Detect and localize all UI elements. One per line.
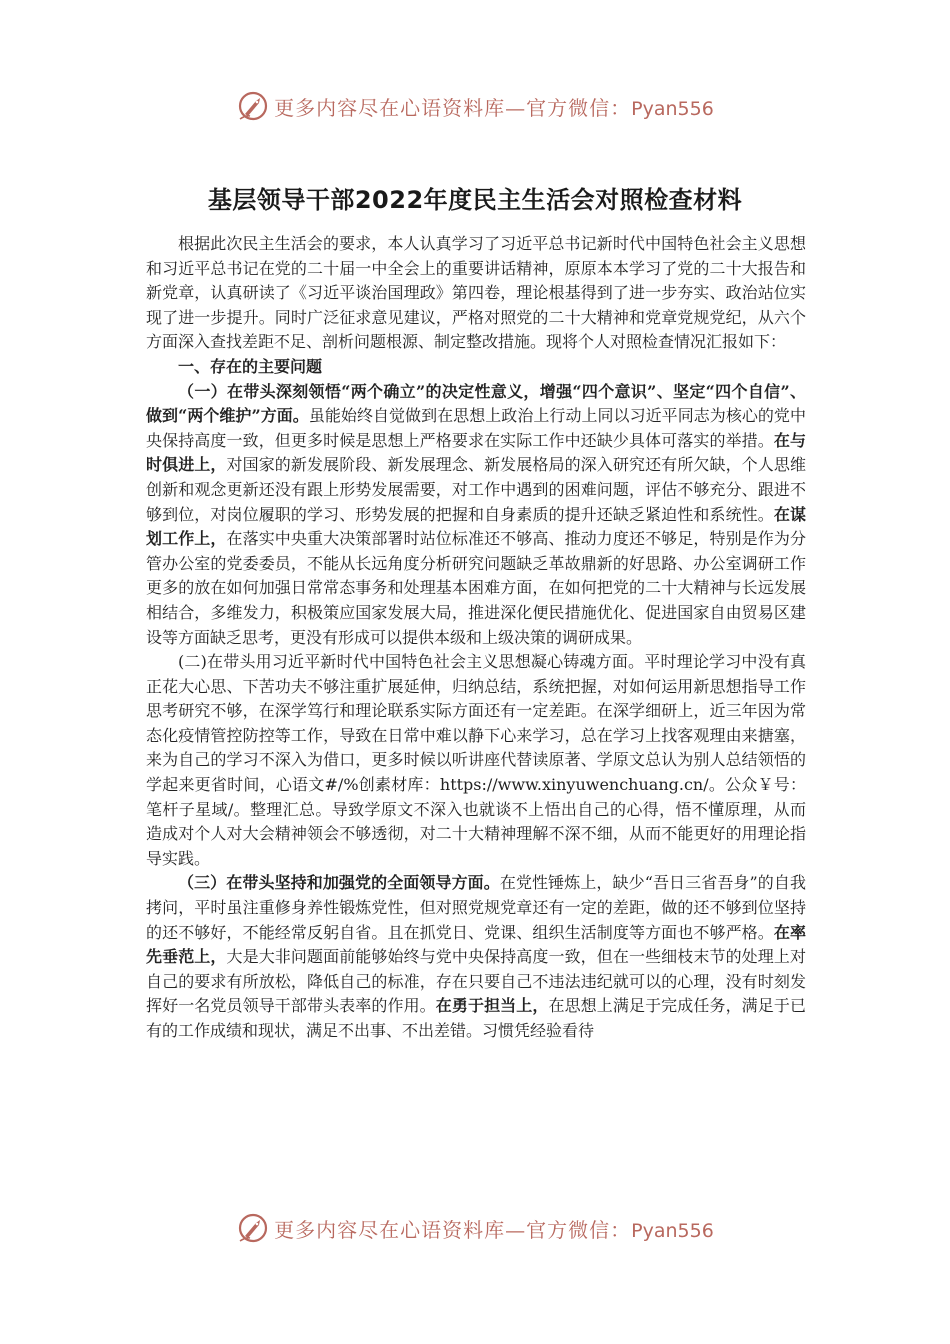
- paragraph-1: （一）在带头深刻领悟“两个确立”的决定性意义，增强“四个意识”、坚定“四个自信”、做到“两个维护”方面。虽能始终自觉做到在思想上政治上行动上同以习近平同志为核心的党中央保持高度一致，但更多时候是思想上严格要求在实际工作中还缺少具体可落实的举措。在与时俱进上，对国家的新发展阶段、新发展理念、新发展格局的深入研究还有所欠缺，个人思维创新和观念更新还没有跟上形势发展需要，对工作中遇到的困难问题，评估不够充分、跟进不够到位，对岗位履职的学习、形势发展的把握和自身素质的提升还缺乏紧迫性和系统性。在谋划工作上，在落实中央重大决策部署时站位标准还不够高、推动力度还不够足，特别是作为分管办公室的党委委员，不能从长远角度分析研究问题缺乏革故鼎新的好思路、办公室调研工作更多的放在如何加强日常常态事务和处理基本困难方面，在如何把党的二十大精神与长远发展相结合，多维发力，积极策应国家发展大局，推进深化便民措施优化、促进国家自由贸易区建设等方面缺乏思考，更没有形成可以提供本级和上级决策的调研成果。: [146, 381, 806, 647]
- pen-tip-logo-icon: [236, 89, 270, 123]
- pen-tip-logo-icon: [236, 1211, 270, 1245]
- paragraph-2: (二)在带头用习近平新时代中国特色社会主义思想凝心铸魂方面。平时理论学习中没有真正花大心思、下苦功夫不够注重扩展延伸，归纳总结，系统把握，对如何运用新思想指导工作思考研究不够，在深学笃行和理论联系实际方面还有一定差距。在深学细研上，近三年因为常态化疫情管控防控等工作，导致在日常中难以静下心来学习，总在学习上找客观理由来搪塞，来为自己的学习不深入为借口，更多时候以听讲座代替读原著、学原文总认为别人总结领悟的学起来更省时间，心语文#/%创素材库：https://www.xinyuwenchuang.cn/。公众￥号：笔杆子星域/。整理汇总。导致学原文不深入也就谈不上悟出自己的心得，悟不懂原理，从而造成对个人对大会精神领会不够透彻，对二十大精神理解不深不细，从而不能更好的用理论指导实践。: [146, 652, 806, 868]
- section-heading: 一、存在的主要问题: [178, 356, 323, 376]
- wechat-id: Pyan556: [631, 97, 714, 120]
- wechat-id: Pyan556: [631, 1219, 714, 1242]
- banner-text: 更多内容尽在心语资料库—官方微信：Pyan556: [274, 95, 714, 120]
- footer-banner: [0, 1208, 950, 1248]
- paragraph-1-lead: （一）在带头深刻领悟“两个确立”的决定性意义，增强“四个意识”、坚定“四个自信”、做到“两个维护”方面。: [146, 381, 806, 426]
- document-body: [146, 232, 806, 1044]
- banner-text: 更多内容尽在心语资料库—官方微信：Pyan556: [274, 1217, 714, 1242]
- header-banner: [0, 86, 950, 126]
- paragraph-3: （三）在带头坚持和加强党的全面领导方面。在党性锤炼上，缺少“吾日三省吾身”的自我拷问，平时虽注重修身养性锻炼党性，但对照党规党章还有一定的差距，做的还不够到位坚持的还不够好，不能经常反躬自省。且在抓党日、党课、组织生活制度等方面也不够严格。在率先垂范上，大是大非问题面前能够始终与党中央保持高度一致，但在一些细枝末节的处理上对自己的要求有所放松，降低自己的标准，存在只要自己不违法违纪就可以的心理，没有时刻发挥好一名党员领导干部带头表率的作用。在勇于担当上，在思想上满足于完成任务，满足于已有的工作成绩和现状，满足不出事、不出差错。习惯凭经验看待: [146, 873, 806, 1040]
- document-title: 基层领导干部2022年度民主生活会对照检查材料: [207, 186, 743, 214]
- intro-paragraph: 根据此次民主生活会的要求，本人认真学习了习近平总书记新时代中国特色社会主义思想和习近平总书记在党的二十届一中全会上的重要讲话精神，原原本本学习了党的二十大报告和新党章，认真研读了《习近平谈治国理政》第四卷，理论根基得到了进一步夯实、政治站位实现了进一步提升。同时广泛征求意见建议，严格对照党的二十大精神和党章党规党纪，从六个方面深入查找差距不足、剖析问题根源、制定整改措施。现将个人对照检查情况汇报如下：: [146, 234, 806, 352]
- paragraph-3-lead: （三）在带头坚持和加强党的全面领导方面。: [178, 873, 500, 893]
